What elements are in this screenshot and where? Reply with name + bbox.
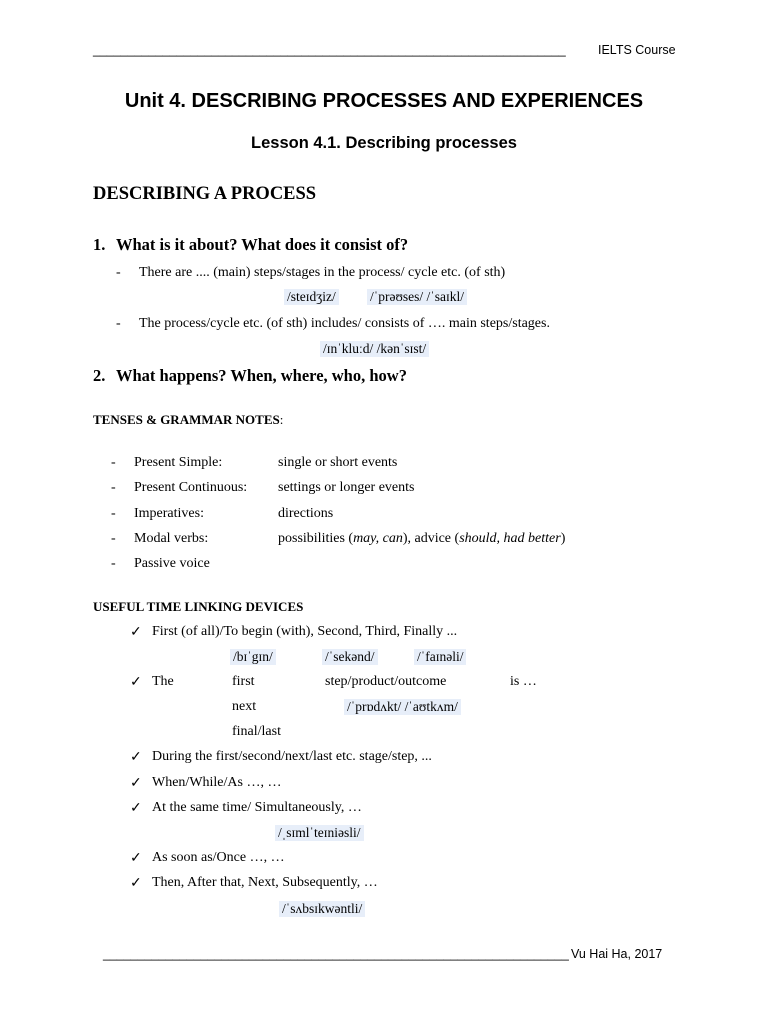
check-icon: ✓ xyxy=(130,776,142,791)
modal-italic: may, can xyxy=(353,531,403,546)
q2-text: What happens? When, where, who, how? xyxy=(116,366,407,385)
tenses-heading-colon: : xyxy=(279,412,284,427)
check-icon: ✓ xyxy=(130,851,142,866)
section-heading: DESCRIBING A PROCESS xyxy=(93,184,317,204)
q1-bullet-marker: - xyxy=(116,316,121,331)
check-icon: ✓ xyxy=(130,876,142,891)
q1-bullet-marker: - xyxy=(116,265,121,280)
tense-value: settings or longer events xyxy=(278,480,415,495)
modal-italic: should, had better xyxy=(459,531,561,546)
page-title: Unit 4. DESCRIBING PROCESSES AND EXPERIENCES xyxy=(124,90,644,112)
check-icon: ✓ xyxy=(130,675,142,690)
linking-the: The xyxy=(152,674,174,689)
linking-item: During the first/second/next/last etc. stage/step, ... xyxy=(152,749,432,764)
linking-final: final/last xyxy=(232,724,281,739)
lesson-title: Lesson 4.1. Describing processes xyxy=(251,134,517,152)
q2-number: 2. xyxy=(93,366,106,385)
tense-marker: - xyxy=(111,556,116,571)
check-icon: ✓ xyxy=(130,750,142,765)
tense-value: directions xyxy=(278,506,334,521)
footer-author: Vu Hai Ha, 2017 xyxy=(571,947,663,961)
linking-next: next xyxy=(232,699,257,714)
ipa-subsequently: /ˈsʌbsɪkwəntli/ xyxy=(279,901,365,917)
tense-marker: - xyxy=(111,506,116,521)
header-course: IELTS Course xyxy=(598,43,676,57)
ipa-product: /ˈprɒdʌkt/ /ˈaʊtkʌm/ xyxy=(344,699,461,715)
q1-ipa-include: /ɪnˈkluːd/ /kənˈsɪst/ xyxy=(320,341,429,357)
linking-item: As soon as/Once …, … xyxy=(152,850,285,865)
q1-number: 1. xyxy=(93,235,106,254)
tense-marker: - xyxy=(111,531,116,546)
linking-item: First (of all)/To begin (with), Second, Third, Finally ... xyxy=(152,624,458,639)
linking-is: is … xyxy=(510,674,537,689)
tense-label: Present Continuous: xyxy=(134,480,248,495)
q1-bullet-text: The process/cycle etc. (of sth) includes/ consists of …. main steps/stages. xyxy=(139,316,550,331)
linking-heading: USEFUL TIME LINKING DEVICES xyxy=(93,599,304,614)
ipa-second: /ˈsekənd/ xyxy=(322,649,378,665)
linking-noun: step/product/outcome xyxy=(325,674,447,689)
check-icon: ✓ xyxy=(130,625,142,640)
linking-item: Then, After that, Next, Subsequently, … xyxy=(152,875,378,890)
q1-ipa-process: /ˈprəʊses/ /ˈsaɪkl/ xyxy=(367,289,467,305)
linking-item: When/While/As …, … xyxy=(152,775,282,790)
modal-text: ) xyxy=(560,531,566,546)
header-line: ____________________________________________________________________ xyxy=(93,43,566,57)
tense-marker: - xyxy=(111,455,116,470)
tense-label: Present Simple: xyxy=(134,455,223,470)
ipa-finally: /ˈfaɪnəli/ xyxy=(414,649,466,665)
tense-label: Modal verbs: xyxy=(134,531,209,546)
modal-text: ), advice ( xyxy=(402,531,460,546)
footer-line: ___________________________________________________________________ xyxy=(103,947,569,961)
modal-text: possibilities ( xyxy=(278,531,354,546)
ipa-simultaneously: /ˌsɪmlˈteɪniəsli/ xyxy=(275,825,364,841)
q1-bullet-text: There are .... (main) steps/stages in the process/ cycle etc. (of sth) xyxy=(139,265,506,280)
tense-label: Passive voice xyxy=(134,556,210,571)
ipa-begin: /bɪˈgɪn/ xyxy=(230,649,276,665)
check-icon: ✓ xyxy=(130,801,142,816)
tense-modal-value xyxy=(278,531,565,547)
tenses-heading xyxy=(93,412,283,428)
linking-first: first xyxy=(232,674,255,689)
linking-item: At the same time/ Simultaneously, … xyxy=(152,800,362,815)
q1-ipa-stages: /steɪdʒiz/ xyxy=(284,289,339,305)
tenses-heading-text: TENSES & GRAMMAR NOTES xyxy=(93,412,280,427)
tense-value: single or short events xyxy=(278,455,398,470)
tense-marker: - xyxy=(111,480,116,495)
q1-text: What is it about? What does it consist of? xyxy=(116,235,409,254)
tense-label: Imperatives: xyxy=(134,506,204,521)
